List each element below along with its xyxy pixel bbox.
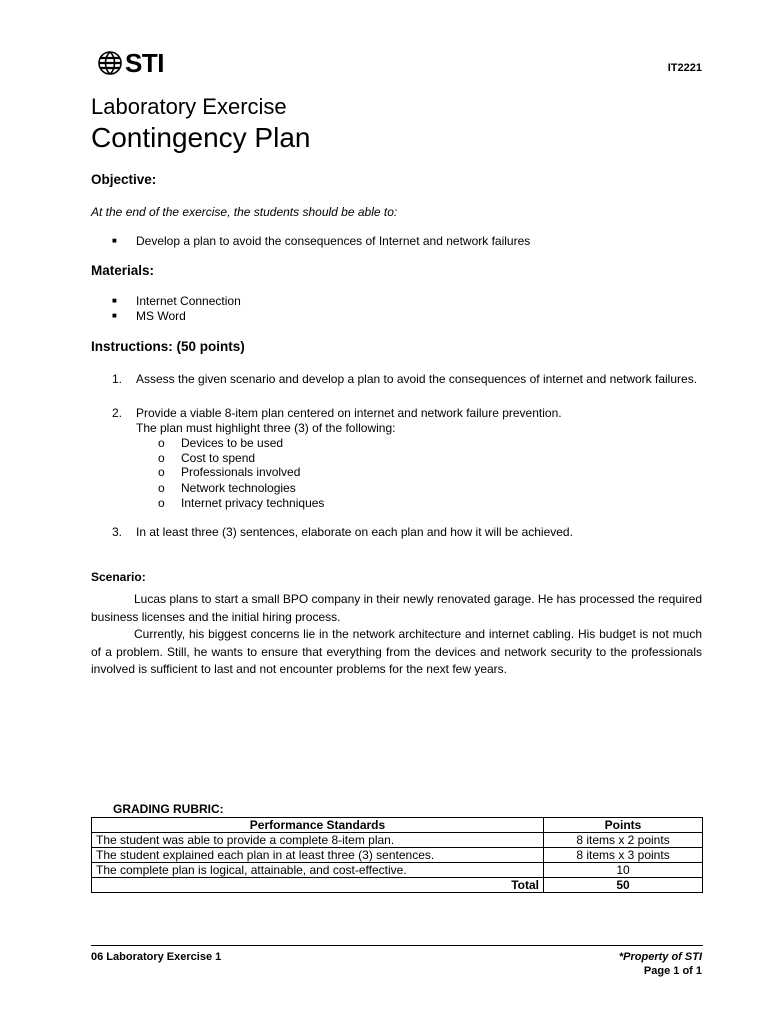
document-code: IT2221 bbox=[667, 62, 702, 74]
footer-property-note: *Property of STI bbox=[618, 951, 702, 963]
objective-item: ■ Develop a plan to avoid the consequences of Internet and network failures bbox=[112, 234, 531, 248]
rubric-label: GRADING RUBRIC: bbox=[113, 802, 224, 816]
square-bullet-icon: ■ bbox=[112, 236, 117, 245]
list-item: o Professionals involved bbox=[158, 465, 301, 479]
footer-divider bbox=[91, 945, 703, 946]
scenario-heading: Scenario: bbox=[91, 570, 146, 584]
square-bullet-icon: ■ bbox=[112, 311, 117, 320]
table-header-row bbox=[92, 818, 703, 833]
points-cell: 10 bbox=[544, 863, 703, 878]
list-item: o Network technologies bbox=[158, 481, 296, 495]
table-row bbox=[92, 848, 703, 863]
circle-bullet-icon: o bbox=[158, 496, 165, 510]
column-header: Points bbox=[544, 818, 703, 833]
objective-intro: At the end of the exercise, the students should be able to: bbox=[91, 205, 398, 219]
column-header: Performance Standards bbox=[92, 818, 544, 833]
materials-item: ■ MS Word bbox=[112, 309, 186, 323]
scenario-paragraph-1: Lucas plans to start a small BPO company in their newly renovated garage. He has processed the required business licenses and the initial hiring process. bbox=[91, 592, 702, 624]
grading-rubric-table bbox=[91, 817, 703, 893]
table-total-row bbox=[92, 878, 703, 893]
list-item: o Devices to be used bbox=[158, 436, 284, 450]
objective-heading: Objective: bbox=[91, 172, 157, 187]
footer-page-number: Page 1 of 1 bbox=[643, 965, 702, 977]
globe-logo-icon bbox=[96, 49, 124, 77]
standard-cell: The student was able to provide a complete 8-item plan. bbox=[92, 833, 544, 848]
square-bullet-icon: ■ bbox=[112, 296, 117, 305]
circle-bullet-icon: o bbox=[158, 465, 165, 479]
standard-cell: The student explained each plan in at least three (3) sentences. bbox=[92, 848, 544, 863]
footer-document-name: 06 Laboratory Exercise 1 bbox=[91, 951, 222, 963]
document-page: STI IT2221 Laboratory Exercise Contingency Plan Objective: At the end of the exercise, the students should be able to: ■ Develop a plan to avoid the consequences of Internet and network failures Materials: ■ Internet Connection ■ MS Word Instructions: (50 points) 1. Assess the given scenario and develop a plan to avoid the consequences of internet and network failures. 2. Provide a viable 8-item plan centered on internet and network failure prevention. The plan must highlight three (3) of the following: o Devices to be used o Cost to spend o Professionals involved o Network technologies o Internet privacy techniques 3. In at least three (3) sentences, elaborate on each plan and how it will be achieved. Scenario: Lucas plans to start a small BPO company in their newly renovated garage. He has processed the required business licenses and the initial hiring process. Currently, his biggest concerns lie in the network architecture and internet cabling. His budget is not much of a problem. Still, he wants to ensure that everything from the devices and network security to the professionals involved is sufficient to last and not encounter problems for the next few years. GRADING RUBRIC: Performance Standards Points The student was able to provide a complete 8-item plan. 8 items x 2 points The student explained each plan in at least three (3) sentences. 8 items x 3 points The complete plan is logical, attainable, and cost-effective. 10 Total 50 06 Laboratory Exercise 1 *Property of STI Page 1 of 1 bbox=[91, 48, 702, 977]
table-row bbox=[92, 833, 703, 848]
table-row bbox=[92, 863, 703, 878]
materials-heading: Materials: bbox=[91, 263, 155, 278]
points-cell: 8 items x 3 points bbox=[544, 848, 703, 863]
sti-logo bbox=[96, 48, 164, 78]
circle-bullet-icon: o bbox=[158, 481, 165, 495]
circle-bullet-icon: o bbox=[158, 436, 165, 450]
total-value: 50 bbox=[544, 878, 703, 893]
materials-item: ■ Internet Connection bbox=[112, 294, 241, 308]
instructions-heading: Instructions: (50 points) bbox=[91, 339, 245, 354]
circle-bullet-icon: o bbox=[158, 451, 165, 465]
title-subheading: Laboratory Exercise bbox=[91, 94, 287, 119]
points-cell: 8 items x 2 points bbox=[544, 833, 703, 848]
total-label: Total bbox=[92, 878, 544, 893]
page-title: Contingency Plan bbox=[91, 122, 311, 153]
standard-cell: The complete plan is logical, attainable, and cost-effective. bbox=[92, 863, 544, 878]
logo-text: STI bbox=[125, 48, 164, 78]
list-item: o Cost to spend bbox=[158, 451, 256, 465]
list-item: o Internet privacy techniques bbox=[158, 496, 325, 510]
scenario-paragraph-2: Currently, his biggest concerns lie in the network architecture and internet cabling. His budget is not much of a problem. Still, he wants to ensure that everything from the devices and network security to the professionals involved is sufficient to last and not encounter problems for the next few years. bbox=[91, 627, 702, 676]
